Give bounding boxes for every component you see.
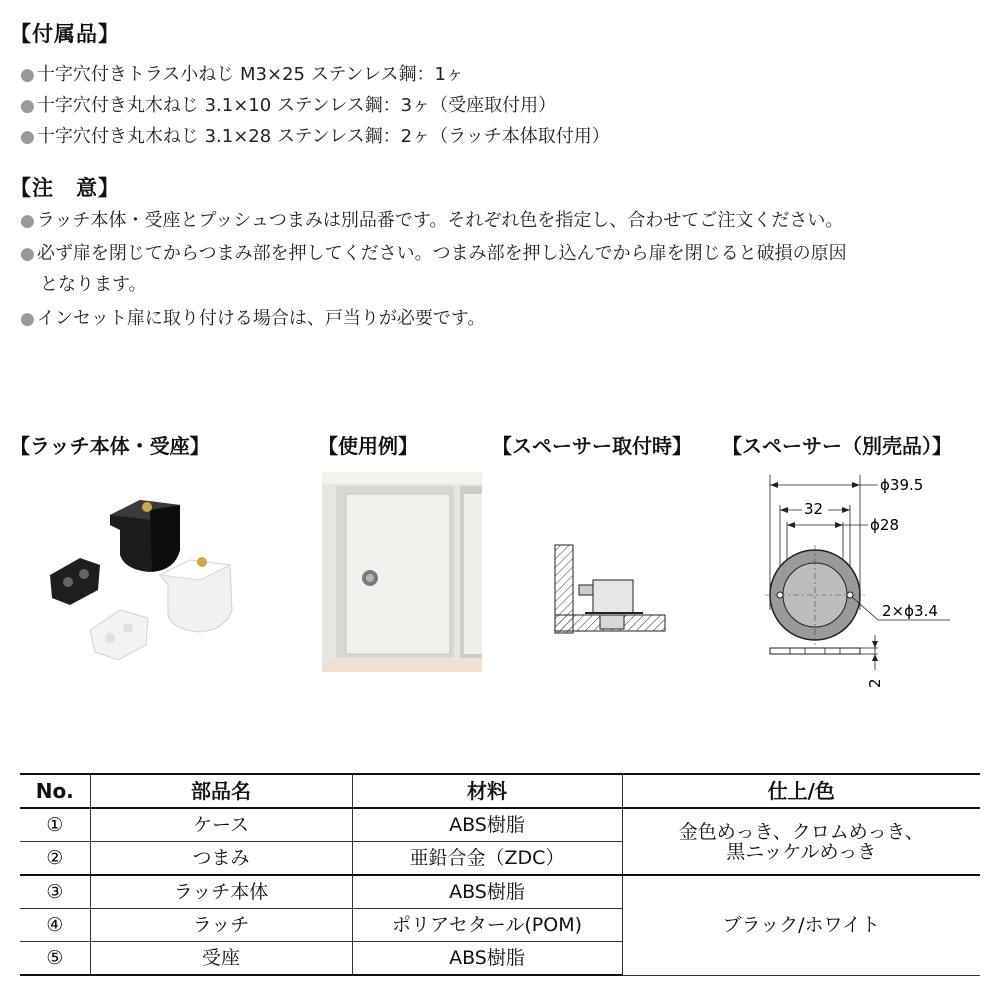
cell-material: ABS樹脂 — [352, 942, 622, 976]
cell-part-name: 受座 — [90, 942, 352, 976]
dim-thickness: 2 — [866, 678, 884, 688]
cell-no: ① — [20, 808, 90, 842]
accessory-item — [20, 60, 464, 86]
dim-inner-diameter: ϕ28 — [870, 516, 899, 534]
bullet-icon: ● — [20, 65, 35, 85]
accessory-item — [20, 122, 610, 148]
spacer-dimension-diagram — [760, 470, 990, 695]
accessories-title: 【付属品】 — [10, 22, 120, 46]
header-no: No. — [20, 774, 90, 808]
bullet-icon: ● — [20, 309, 35, 329]
dim-holes: 2×ϕ3.4 — [882, 602, 938, 620]
latch-product-image — [40, 480, 270, 670]
cell-material: ABS樹脂 — [352, 875, 622, 909]
table-header-row — [20, 774, 980, 808]
cell-finish-group2: ブラック/ホワイト — [622, 875, 980, 975]
cell-no: ② — [20, 842, 90, 876]
parts-table — [20, 773, 980, 976]
accessory-text: 十字穴付き丸木ねじ 3.1×10 ステンレス鋼：3ヶ（受座取付用） — [36, 95, 557, 116]
bullet-icon: ● — [20, 127, 35, 147]
note-item — [20, 304, 485, 330]
accessory-text: 十字穴付きトラス小ねじ M3×25 ステンレス鋼：1ヶ — [36, 64, 464, 85]
cell-finish-group1 — [622, 808, 980, 875]
latch-figure-label: 【ラッチ本体・受座】 — [10, 434, 210, 458]
bullet-icon: ● — [20, 244, 35, 264]
spacer-figure-label: 【スペーサー（別売品）】 — [722, 434, 952, 458]
note-text: 必ず扉を閉じてからつまみ部を押してください。つまみ部を押し込んでから扉を閉じると破損の原因 — [36, 243, 847, 264]
notes-title: 【注 意】 — [10, 176, 120, 200]
table-row — [20, 875, 980, 909]
finish-line: 黒ニッケルめっき — [726, 840, 877, 863]
usage-figure-label: 【使用例】 — [318, 434, 418, 458]
cell-material: 亜鉛合金（ZDC） — [352, 842, 622, 876]
dim-pitch: 32 — [804, 500, 824, 518]
cell-material: ABS樹脂 — [352, 808, 622, 842]
usage-example-image — [322, 472, 482, 672]
spacer-mount-figure-label: 【スペーサー取付時】 — [492, 434, 692, 458]
header-part-name: 部品名 — [90, 774, 352, 808]
cell-no: ⑤ — [20, 942, 90, 976]
note-item — [20, 239, 847, 265]
note-continuation: となります。 — [40, 274, 147, 295]
header-finish: 仕上/色 — [622, 774, 980, 808]
dim-outer-diameter: ϕ39.5 — [880, 476, 924, 494]
cell-part-name: つまみ — [90, 842, 352, 876]
cell-part-name: ラッチ — [90, 909, 352, 942]
note-text: ラッチ本体・受座とプッシュつまみは別品番です。それぞれ色を指定し、合わせてご注文ください。 — [36, 210, 844, 231]
table-row — [20, 808, 980, 842]
spacer-mount-diagram — [545, 535, 670, 645]
finish-line: 金色めっき、クロムめっき、 — [678, 820, 924, 843]
cell-part-name: ラッチ本体 — [90, 875, 352, 909]
cell-no: ③ — [20, 875, 90, 909]
accessory-item — [20, 91, 556, 117]
cell-material: ポリアセタール(POM) — [352, 909, 622, 942]
bullet-icon: ● — [20, 96, 35, 116]
cell-part-name: ケース — [90, 808, 352, 842]
note-item — [20, 206, 843, 232]
cell-no: ④ — [20, 909, 90, 942]
accessory-text: 十字穴付き丸木ねじ 3.1×28 ステンレス鋼：2ヶ（ラッチ本体取付用） — [36, 126, 610, 147]
note-text: インセット扉に取り付ける場合は、戸当りが必要です。 — [36, 308, 486, 329]
bullet-icon: ● — [20, 211, 35, 231]
header-material: 材料 — [352, 774, 622, 808]
